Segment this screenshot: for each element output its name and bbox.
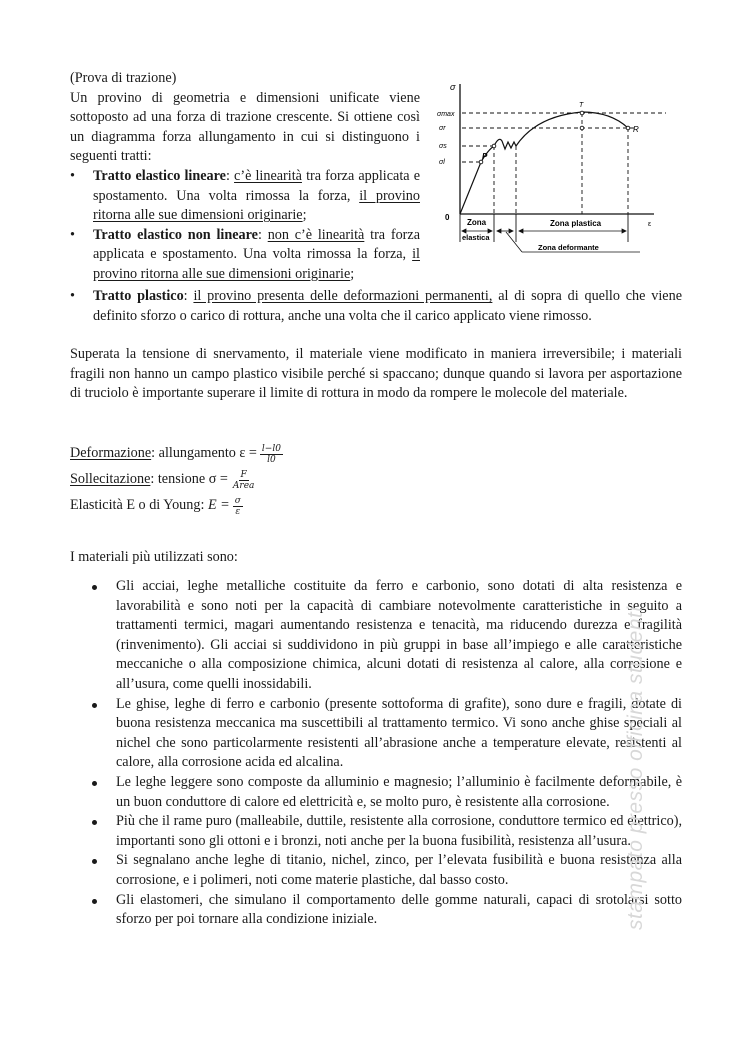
bullet-icon — [92, 820, 97, 825]
materials-list — [92, 577, 682, 930]
formula-young: Elasticità E o di Young: E = $\frac{\sigma}{\varepsilon}$ — [70, 495, 241, 517]
x-axis-label: ε — [648, 221, 652, 228]
tratti-list — [70, 167, 420, 285]
y-axis-label: σ — [450, 82, 456, 92]
bullet-icon — [92, 899, 97, 904]
underlined-phrase: non c’è linearità — [267, 226, 365, 243]
formula-deformazione: Deformazione : allungamento ε = $\frac{l-l0}{l0}$ — [70, 443, 281, 465]
list-item: Gli acciai, leghe metalliche costituite da ferro e carbonio, sono dotati di alta resistenza e lavorabilità e sono noti per la capacità di cambiare notevolmente caratteristiche in seguito a trattamenti termici, magari aumentando resistenza e tenacità, ma riducendo durezza e fragilità (rinvenimento). Gli acciai si suddividono in più gruppi in base all’impiego e alle caratteristiche meccaniche o alla composizione chimica, alcuni dotati di resistenza al calore, alla corrosione e all’usura, come quelli inossidabili. — [92, 577, 682, 695]
stress-strain-diagram — [436, 74, 686, 264]
zona-elastica-label-1: Zona — [467, 218, 487, 227]
intro-paragraph: Un provino di geometria e dimensioni unificate viene sottoposto ad una forza di trazione crescente. Si ottiene così un diagramma forza allungamento in cui si distinguono i seguenti tratti: — [70, 89, 420, 165]
fraction: $\frac{\sigma}{\varepsilon}$ — [234, 495, 241, 517]
materials-intro: I materiali più utilizzati sono: — [70, 549, 238, 565]
zona-plastica-label: Zona plastica — [550, 219, 602, 228]
bullet-icon — [92, 585, 97, 590]
formulas-block — [70, 441, 370, 519]
sigma-r-label: σr — [439, 125, 446, 132]
sigma-s-label: σs — [439, 143, 447, 150]
watermark: stampato presso officina studenti — [624, 606, 647, 930]
tratto-item: • Tratto plastico: il provino presenta delle deformazioni permanenti, al di sopra di quello che viene definito sforzo o carico di rottura, anche una volta che il carico applicato viene rimosso. — [70, 288, 682, 324]
snervamento-paragraph: Superata la tensione di snervamento, il materiale viene modificato in maniera irreversibile; i materiali fragili non hanno un campo plastico visibile perché si spaccano; dunque quando si lavora per asportazione di truciolo è importante superare il limite di rottura in modo da rompere le molecole del materiale. — [70, 346, 682, 402]
underlined-phrase: il provino presenta delle deformazioni permanenti, — [193, 288, 493, 304]
underlined-phrase: c’è linearità — [234, 167, 302, 184]
underlined-phrase: il provino ritorna alle sue dimensioni originarie — [93, 246, 420, 282]
sigma-l-label: σl — [439, 159, 445, 166]
tratto-title: Tratto elastico lineare — [93, 167, 226, 184]
zona-deformante-label: Zona deformante — [538, 243, 599, 252]
tratto-item: • Tratto elastico non lineare: non c’è linearità tra forza applicata e spostamento. Una volta rimossa la forza, il provino ritorna alle sue dimensioni originarie; — [70, 226, 420, 282]
point-p-label: P — [482, 152, 488, 161]
formula-sollecitazione: Sollecitazione : tensione σ = $\frac{F}{\text{Area}}$ — [70, 469, 255, 491]
point-r-label: R — [633, 125, 639, 134]
list-item: Si segnalano anche leghe di titanio, nichel, zinco, per l’elevata fusibilità e buona resistenza alla corrosione, e i polimeri, noti come materie plastiche, dal basso costo. — [92, 851, 682, 890]
tratto-item: • Tratto elastico lineare: c’è linearità tra forza applicata e spostamento. Una volta rimossa la forza, il provino ritorna alle sue dimensioni originarie; — [70, 167, 420, 224]
intro-section — [70, 69, 420, 285]
section-title: (Prova di trazione) — [70, 70, 177, 86]
fraction: $\frac{F}{\text{Area}}$ — [232, 469, 255, 491]
underlined-phrase: il provino ritorna alle sue dimensioni originarie — [93, 187, 420, 224]
sigma-max-label: σmax — [437, 111, 455, 118]
fraction: $\frac{l-l0}{l0}$ — [261, 443, 281, 465]
bullet-icon — [92, 859, 97, 864]
bullet-icon — [92, 703, 97, 708]
tratti-list-continued — [70, 287, 682, 326]
tratto-title: Tratto plastico — [93, 288, 184, 304]
list-item: Le ghise, leghe di ferro e carbonio (presente sottoforma di grafite), sono dure e fragili, dotate di buona resistenza meccanica ma suscettibili al trattamento termico. Vi sono anche ghise speciali al nichel che sono particolarmente resistenti all’abrasione anche a temperature elevate, resistenti al calore, alla corrosione acida ed alcalina. — [92, 695, 682, 773]
bullet-icon: • — [70, 288, 75, 304]
point-t-label: T — [579, 102, 584, 109]
bullet-icon — [92, 781, 97, 786]
formula-label: Deformazione — [70, 445, 152, 462]
bullet-icon: • — [70, 167, 75, 184]
list-item: Le leghe leggere sono composte da alluminio e magnesio; l’alluminio è facilmente deformabile, è un buon conduttore di calore ed elettricità e, se molto puro, è resistente alla corrosione. — [92, 773, 682, 812]
bullet-icon: • — [70, 226, 75, 243]
origin-label: 0 — [445, 213, 450, 222]
formula-label: Sollecitazione — [70, 471, 151, 488]
tratto-title: Tratto elastico non lineare — [93, 226, 258, 243]
list-item: Più che il rame puro (malleabile, duttile, resistente alla corrosione, conduttore termico ed elettrico), importanti sono gli ottoni e i bronzi, noti anche per la buona fusibilità, resistenza all’usura. — [92, 812, 682, 851]
list-item: Gli elastomeri, che simulano il comportamento delle gomme naturali, capaci di srotolarsi sotto sforzo per poi tornare alla condizione iniziale. — [92, 891, 682, 930]
zona-elastica-label-2: elastica — [462, 233, 490, 242]
